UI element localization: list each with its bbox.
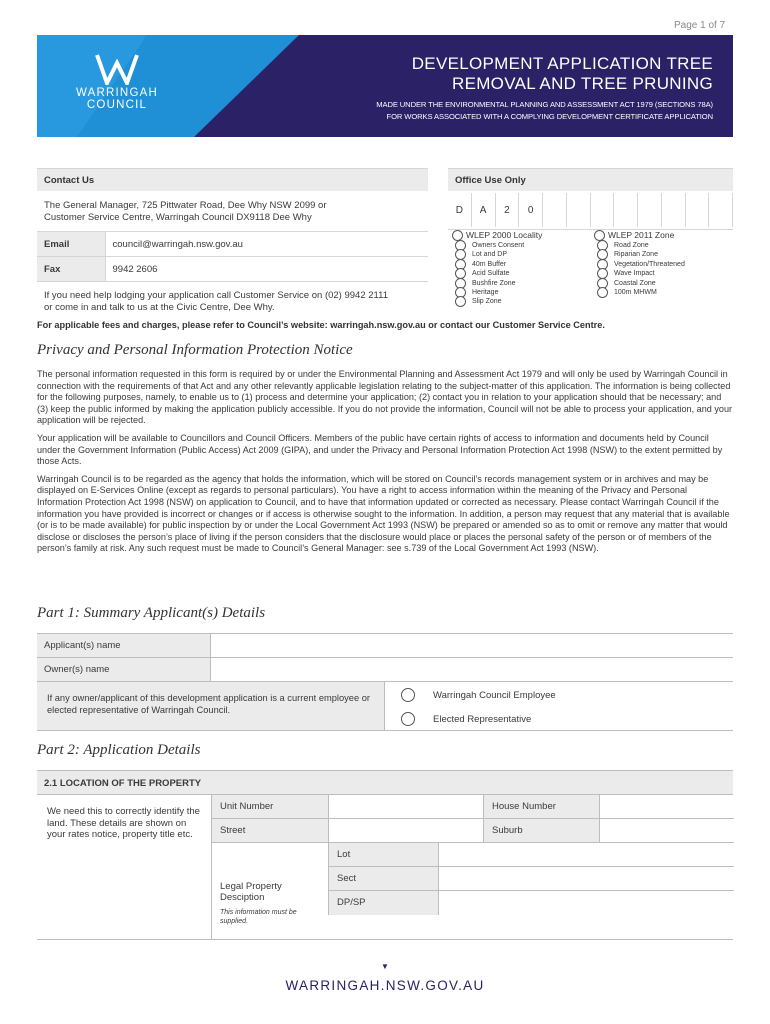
owner-name-label: Owner(s) name xyxy=(37,658,211,681)
da-number-box[interactable] xyxy=(614,193,638,227)
wlep2011-list xyxy=(590,241,732,307)
header-banner xyxy=(37,35,733,137)
privacy-title: Privacy and Personal Information Protection Notice xyxy=(37,342,353,358)
da-number-box[interactable] xyxy=(638,193,662,227)
form-subtitle: MADE UNDER THE ENVIRONMENTAL PLANNING AND ASSESSMENT ACT 1979 (SECTIONS 78A) FOR WORKS ASSOCIATED WITH A COMPLYING DEVELOPMENT CERTIFICATE APPLICATION xyxy=(376,100,713,121)
house-number-label: House Number xyxy=(483,795,599,819)
privacy-paragraph: Your application will be available to Councillors and Council Officers. Members of the public have certain rights of access to information and documents held by Council under the Government Information (Public Access) Act 2009 (GIPA), and under the Privacy and Personal Information Protection Act 1998 (NSW) to the extent permitted by those Acts. xyxy=(37,432,723,467)
wlep2000-item-label: Heritage xyxy=(472,288,499,296)
wlep2011-item[interactable] xyxy=(590,279,732,288)
wlep2000-item-label: Slip Zone xyxy=(472,298,502,306)
wlep2011-item-label: Riparian Zone xyxy=(614,251,658,259)
fax-label: Fax xyxy=(37,257,105,282)
part2-title: Part 2: Application Details xyxy=(37,742,201,758)
da-number-boxes xyxy=(448,193,733,227)
logo-w-mark xyxy=(94,53,140,85)
location-note: We need this to correctly identify the land. These details are shown on your rates notice, property title etc. xyxy=(47,806,200,841)
wlep2011-item[interactable] xyxy=(590,269,732,278)
wlep2000-label: WLEP 2000 Locality xyxy=(466,230,543,240)
wlep2011-item-label: Wave Impact xyxy=(614,270,655,278)
wlep2000-item[interactable] xyxy=(448,297,590,306)
footer-website[interactable]: WARRINGAH.NSW.GOV.AU xyxy=(285,978,485,993)
dpsp-label: DP/SP xyxy=(328,891,438,915)
email-label: Email xyxy=(37,232,105,257)
fees-note: For applicable fees and charges, please refer to Council’s website: warringah.nsw.gov.au or contact our Customer Service Centre. xyxy=(37,320,605,330)
council-logo xyxy=(67,53,167,111)
wlep2000-item[interactable] xyxy=(448,279,590,288)
suburb-field[interactable] xyxy=(599,819,734,843)
street-label: Street xyxy=(212,819,328,843)
email-value[interactable]: council@warringah.nsw.gov.au xyxy=(105,232,428,257)
unit-number-label: Unit Number xyxy=(212,795,328,819)
contact-address: The General Manager, 725 Pittwater Road, Dee Why NSW 2099 or Customer Service Centre, Warringah Council DX9118 Dee Why xyxy=(44,200,327,223)
wlep2000-item[interactable] xyxy=(448,250,590,259)
privacy-paragraph: Warringah Council is to be regarded as the agency that holds the information, which will be stored on Council’s records management system or in archives and may be displayed on E-Services Online (except as regards to personal particulars). You have a right to access information within the meaning of the Privacy and Personal Information Protection Act 1998 (NSW) on application to Council, and to have that information updated or corrected as necessary. Please contact Warringah Council if the information you have provided is incorrect or changes or if access is otherwise sought to the information. In addition, a person may request that any material that is available (or is to be made available) for public inspection by or under the Local Government Act 1993 (NSW) be prepared or amended so as to omit or remove any matter that would disclose or discloses the person’s place of living if the person considers that the disclosure would place or places the personal safety of the person or of members of the person’s family at risk. Any such request must be made to Council’s General Manager: see s.739 of the Local Government Act 1993 (NSW). xyxy=(37,473,730,554)
page-number: Page 1 of 7 xyxy=(674,20,726,31)
sect-label: Sect xyxy=(328,867,438,891)
da-number-box: A xyxy=(472,193,496,227)
unit-number-field[interactable] xyxy=(328,795,483,819)
logo-text-line1: WARRINGAH xyxy=(76,87,158,99)
elected-rep-label: Elected Representative xyxy=(433,713,532,725)
employee-question: If any owner/applicant of this development application is a current employee or elected representative of Warringah Council. xyxy=(37,682,385,730)
wlep2000-checkbox[interactable] xyxy=(455,296,466,307)
da-number-box[interactable] xyxy=(686,193,710,227)
contact-table xyxy=(37,231,428,282)
dpsp-field[interactable] xyxy=(438,891,734,915)
form-title: DEVELOPMENT APPLICATION TREE REMOVAL AND TREE PRUNING xyxy=(411,54,713,93)
da-number-box[interactable] xyxy=(591,193,615,227)
wlep2011-item-label: Coastal Zone xyxy=(614,279,656,287)
da-number-box[interactable] xyxy=(543,193,567,227)
wlep2011-checkbox[interactable] xyxy=(597,287,608,298)
location-heading: 2.1 LOCATION OF THE PROPERTY xyxy=(37,771,733,795)
wlep2011-item[interactable] xyxy=(590,260,732,269)
da-number-box: 0 xyxy=(519,193,543,227)
office-use-heading: Office Use Only xyxy=(448,169,733,191)
wlep2011-item-label: Road Zone xyxy=(614,242,649,249)
contact-panel xyxy=(37,168,428,313)
da-number-box[interactable] xyxy=(662,193,686,227)
wlep2011-item[interactable] xyxy=(590,288,732,297)
logo-text-line2: COUNCIL xyxy=(86,99,148,111)
street-field[interactable] xyxy=(328,819,483,843)
wlep2000-item-label: Acid Sulfate xyxy=(472,270,510,278)
sect-field[interactable] xyxy=(438,867,734,891)
elected-rep-radio[interactable] xyxy=(401,712,415,726)
legal-property-note: This information must be supplied. xyxy=(220,909,297,925)
wlep2000-item-label: Lot and DP xyxy=(472,251,508,259)
wlep2011-label: WLEP 2011 Zone xyxy=(608,230,675,240)
privacy-paragraph: The personal information requested in this form is required by or under the Environmental Planning and Assessment Act 1979 and will only be used by Warringah Council in connection with the requirements of that Act and any other relevantly applicable legislation relating to the subject-matter of this application. The information is being collected for the following purposes, namely, to enable us to (1) process and determine your application; (2) contact you in relation to your application should that be necessary; and (3) keep the public informed by making the application publicly accessible. If you do not provide the information, Council will not be able to process your application, and your application will be rejected. xyxy=(37,369,733,426)
contact-heading: Contact Us xyxy=(37,169,428,191)
wlep2000-item[interactable] xyxy=(448,288,590,297)
part2-table xyxy=(37,770,733,940)
contact-help-text: If you need help lodging your application call Customer Service on (02) 9942 2111 or come in and talk to us at the Civic Centre, Dee Why. xyxy=(44,290,388,313)
suburb-label: Suburb xyxy=(483,819,599,843)
council-employee-option[interactable] xyxy=(401,687,556,703)
wlep2000-item-label: 40m Buffer xyxy=(472,260,507,268)
wlep2011-item[interactable] xyxy=(590,241,732,250)
da-number-box[interactable] xyxy=(567,193,591,227)
da-number-box: 2 xyxy=(496,193,520,227)
wlep2011-item-label: 100m MHWM xyxy=(614,288,657,296)
elected-rep-option[interactable] xyxy=(401,711,531,727)
part1-title: Part 1: Summary Applicant(s) Details xyxy=(37,605,266,621)
wlep2011-item-label: Vegetation/Threatened xyxy=(614,260,685,268)
legal-property-label: Legal Property Desciption This information must be supplied. xyxy=(212,843,328,939)
wlep2000-item[interactable] xyxy=(448,241,590,250)
wlep2011-item[interactable] xyxy=(590,250,732,259)
owner-name-field[interactable] xyxy=(211,658,733,681)
part1-table xyxy=(37,633,733,731)
council-employee-label: Warringah Council Employee xyxy=(433,689,556,701)
footer-arrow-icon: ▼ xyxy=(381,962,389,971)
office-use-panel xyxy=(448,168,733,310)
da-number-box: D xyxy=(448,193,472,227)
wlep2000-item-label: Owners Consent xyxy=(472,242,525,249)
applicant-name-label: Applicant(s) name xyxy=(37,634,211,657)
privacy-body xyxy=(37,369,733,561)
lot-label: Lot xyxy=(328,843,438,867)
house-number-field[interactable] xyxy=(599,795,734,819)
wlep2000-list xyxy=(448,241,590,307)
applicant-name-field[interactable] xyxy=(211,634,733,657)
wlep2000-item-label: Bushfire Zone xyxy=(472,279,516,287)
da-number-box[interactable] xyxy=(709,193,733,227)
wlep2000-item[interactable] xyxy=(448,269,590,278)
council-employee-radio[interactable] xyxy=(401,688,415,702)
wlep2000-item[interactable] xyxy=(448,260,590,269)
location-grid xyxy=(211,795,733,939)
lot-field[interactable] xyxy=(438,843,734,867)
fax-value: 9942 2606 xyxy=(105,257,428,282)
